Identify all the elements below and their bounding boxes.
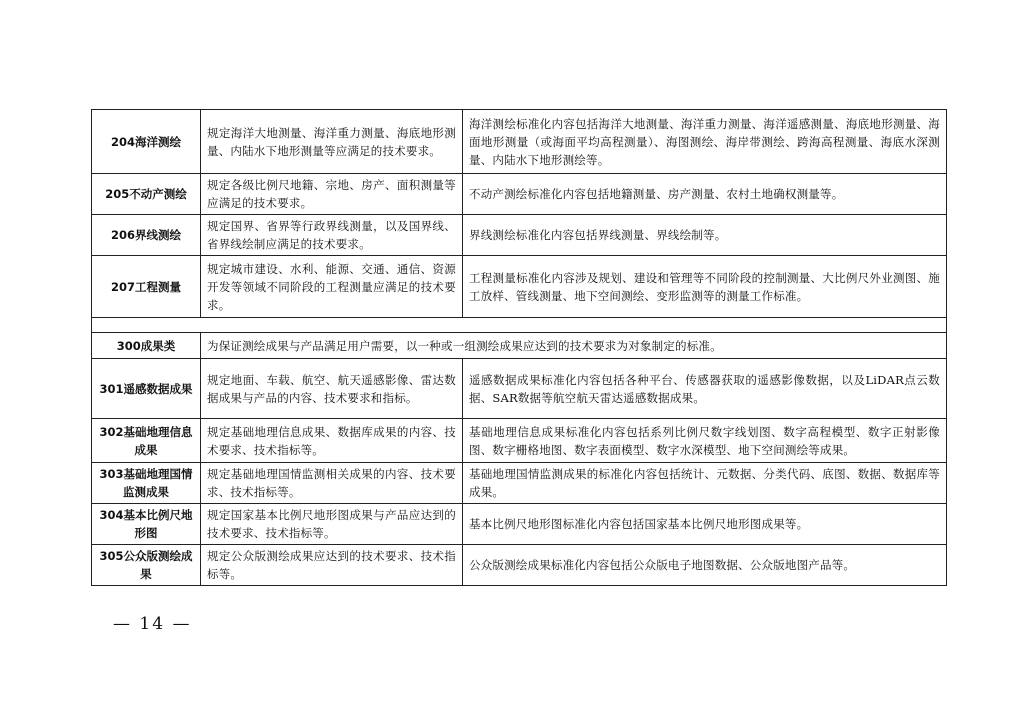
category-definition: 规定国家基本比例尺地形图成果与产品应达到的技术要求、技术指标等。 [201,504,463,545]
category-code: 206界线测绘 [92,215,201,256]
category-code: 303基础地理国情监测成果 [92,463,201,504]
standards-table [91,109,947,586]
category-code: 204海洋测绘 [92,110,201,174]
category-scope: 界线测绘标准化内容包括界线测量、界线绘制等。 [463,215,947,256]
category-scope: 基础地理国情监测成果的标准化内容包括统计、元数据、分类代码、底图、数据、数据库等成果。 [463,463,947,504]
table-row [92,256,947,318]
category-definition: 规定基础地理信息成果、数据库成果的内容、技术要求、技术指标等。 [201,419,463,463]
table-row [92,545,947,586]
section-row [92,333,947,359]
spacer-cell [92,318,947,333]
category-scope: 基础地理信息成果标准化内容包括系列比例尺数字线划图、数字高程模型、数字正射影像图、数字栅格地图、数字表面模型、数字水深模型、地下空间测绘等成果。 [463,419,947,463]
category-code: 305公众版测绘成果 [92,545,201,586]
category-scope: 不动产测绘标准化内容包括地籍测量、房产测量、农村土地确权测量等。 [463,174,947,215]
table-row [92,463,947,504]
table-row [92,110,947,174]
category-code: 302基础地理信息成果 [92,419,201,463]
spacer-row [92,318,947,333]
category-code: 301遥感数据成果 [92,359,201,419]
category-scope: 基本比例尺地形图标准化内容包括国家基本比例尺地形图成果等。 [463,504,947,545]
category-code: 304基本比例尺地形图 [92,504,201,545]
category-definition: 规定各级比例尺地籍、宗地、房产、面积测量等应满足的技术要求。 [201,174,463,215]
table-row [92,359,947,419]
table-row [92,215,947,256]
category-definition: 规定地面、车载、航空、航天遥感影像、雷达数据成果与产品的内容、技术要求和指标。 [201,359,463,419]
category-scope: 公众版测绘成果标准化内容包括公众版电子地图数据、公众版地图产品等。 [463,545,947,586]
table-row [92,419,947,463]
category-definition: 规定海洋大地测量、海洋重力测量、海底地形测量、内陆水下地形测量等应满足的技术要求。 [201,110,463,174]
table-row [92,504,947,545]
category-definition: 规定基础地理国情监测相关成果的内容、技术要求、技术指标等。 [201,463,463,504]
section-code: 300成果类 [92,333,201,359]
category-definition: 规定国界、省界等行政界线测量，以及国界线、省界线绘制应满足的技术要求。 [201,215,463,256]
category-code: 205不动产测绘 [92,174,201,215]
table-row [92,174,947,215]
category-scope: 遥感数据成果标准化内容包括各种平台、传感器获取的遥感影像数据，以及LiDAR点云数据、SAR数据等航空航天雷达遥感数据成果。 [463,359,947,419]
page-number: — 14 — [113,614,192,634]
category-definition: 规定城市建设、水利、能源、交通、通信、资源开发等领域不同阶段的工程测量应满足的技术要求。 [201,256,463,318]
category-scope: 海洋测绘标准化内容包括海洋大地测量、海洋重力测量、海洋遥感测量、海底地形测量、海面地形测量（或海面平均高程测量）、海图测绘、海岸带测绘、跨海高程测量、海底水深测量、内陆水下地形测绘等。 [463,110,947,174]
section-description: 为保证测绘成果与产品满足用户需要，以一种或一组测绘成果应达到的技术要求为对象制定的标准。 [201,333,947,359]
category-scope: 工程测量标准化内容涉及规划、建设和管理等不同阶段的控制测量、大比例尺外业测图、施工放样、管线测量、地下空间测绘、变形监测等的测量工作标准。 [463,256,947,318]
category-definition: 规定公众版测绘成果应达到的技术要求、技术指标等。 [201,545,463,586]
category-code: 207工程测量 [92,256,201,318]
